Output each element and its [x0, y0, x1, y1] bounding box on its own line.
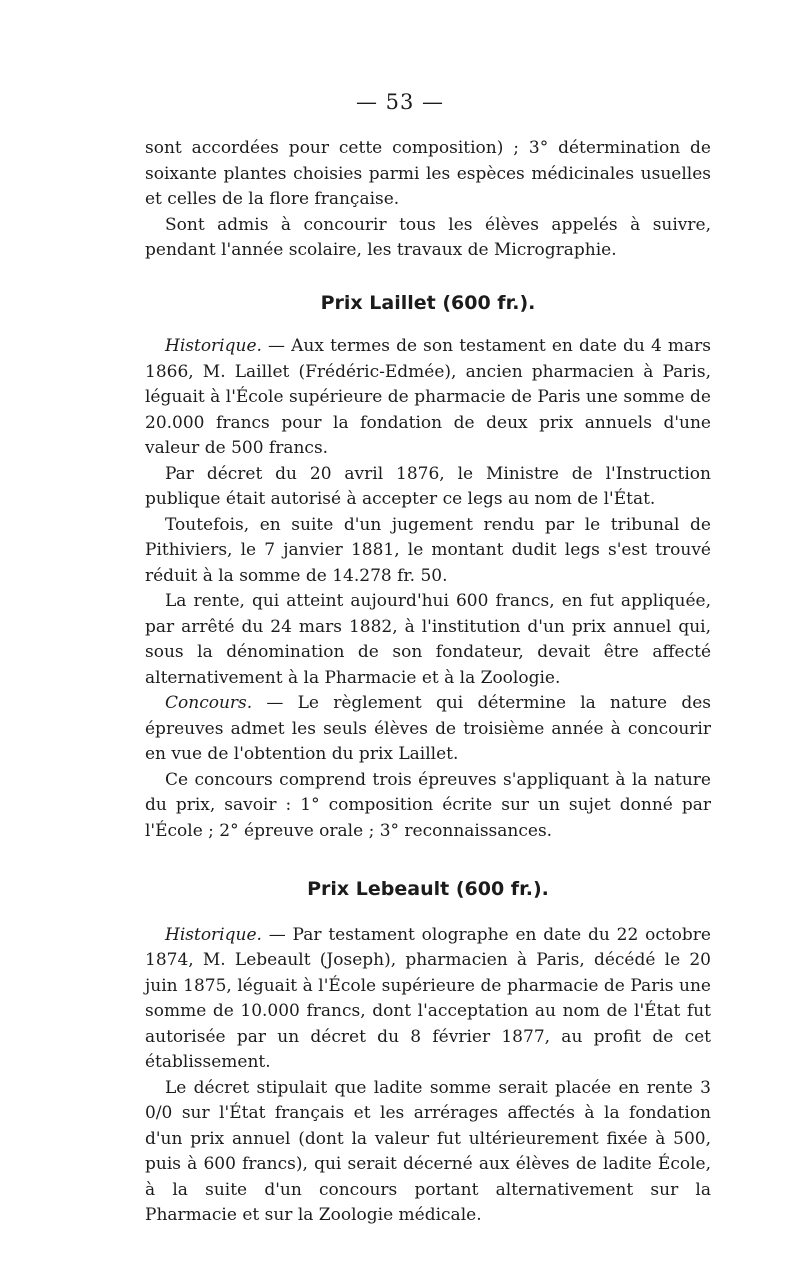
- admission-paragraph: Sont admis à concourir tous les élèves appelés à suivre, pendant l'année scolaire, les travaux de Micrographie.: [145, 214, 711, 260]
- laillet-historique-label: Historique.: [165, 336, 262, 356]
- laillet-historique-text: — Aux termes de son testament en date du 4 mars 1866, M. Laillet (Frédéric-Edmée), ancien pharmacien à Paris, léguait à l'École supérieure de pharmacie de Paris une somme de 20.000 francs pour la fondation de deux prix annuels d'une valeur de 500 francs.: [145, 336, 711, 458]
- lebeault-historique-text: — Par testament olographe en date du 22 octobre 1874, M. Lebeault (Joseph), pharmacien à Paris, décédé le 20 juin 1875, léguait à l'École supérieure de pharmacie de Paris une somme de 10.000 francs, dont l'acceptation au nom de l'État fut autorisée par un décret du 8 février 1877, au profit de cet établissement.: [145, 924, 711, 1072]
- lebeault-historique-label: Historique.: [165, 924, 262, 945]
- laillet-concours-label: Concours.: [165, 693, 253, 713]
- laillet-rente-paragraph: La rente, qui atteint aujourd'hui 600 francs, en fut appliquée, par arrêté du 24 mars 1882, à l'institution d'un prix annuel qui, sous la dénomination de son fondateur, devait être affecté alternativement à la Pharmacie et à la Zoologie.: [145, 591, 711, 688]
- prix-lebeault-heading: Prix Lebeault (600 fr.).: [307, 878, 549, 900]
- opening-paragraph: sont accordées pour cette composition) ; 3° détermination de soixante plantes choisies parmi les espèces médicinales usuelles et celles de la flore française.: [145, 138, 711, 209]
- laillet-decret-paragraph: Par décret du 20 avril 1876, le Ministre de l'Instruction publique était autorisé à accepter ce legs au nom de l'État.: [145, 463, 711, 509]
- laillet-concours-text: — Le règlement qui détermine la nature des épreuves admet les seuls élèves de troisième année à concourir en vue de l'obtention du prix Laillet.: [145, 693, 711, 764]
- page-number: — 53 —: [355, 90, 445, 114]
- lebeault-historique-paragraph: [145, 923, 711, 1076]
- laillet-concours-paragraph: [145, 691, 711, 768]
- lebeault-decret-paragraph: Le décret stipulait que ladite somme serait placée en rente 3 0/0 sur l'État français et les arrérages affectés à la fondation d'un prix annuel (dont la valeur fut ultérieurement fixée à 500, puis à 600 francs), qui serait décerné aux élèves de ladite École, à la suite d'un concours portant alternativement sur la Pharmacie et sur la Zoologie médicale.: [145, 1077, 711, 1225]
- laillet-epreuves-paragraph: Ce concours comprend trois épreuves s'appliquant à la nature du prix, savoir : 1° composition écrite sur un sujet donné par l'École ; 2° épreuve orale ; 3° reconnaissances.: [145, 769, 711, 841]
- laillet-jugement-paragraph: Toutefois, en suite d'un jugement rendu par le tribunal de Pithiviers, le 7 janvier 1881, le montant dudit legs s'est trouvé réduit à la somme de 14.278 fr. 50.: [145, 514, 711, 586]
- prix-laillet-heading: Prix Laillet (600 fr.).: [320, 291, 536, 314]
- laillet-historique-paragraph: [145, 334, 711, 462]
- page-body: [145, 136, 711, 1229]
